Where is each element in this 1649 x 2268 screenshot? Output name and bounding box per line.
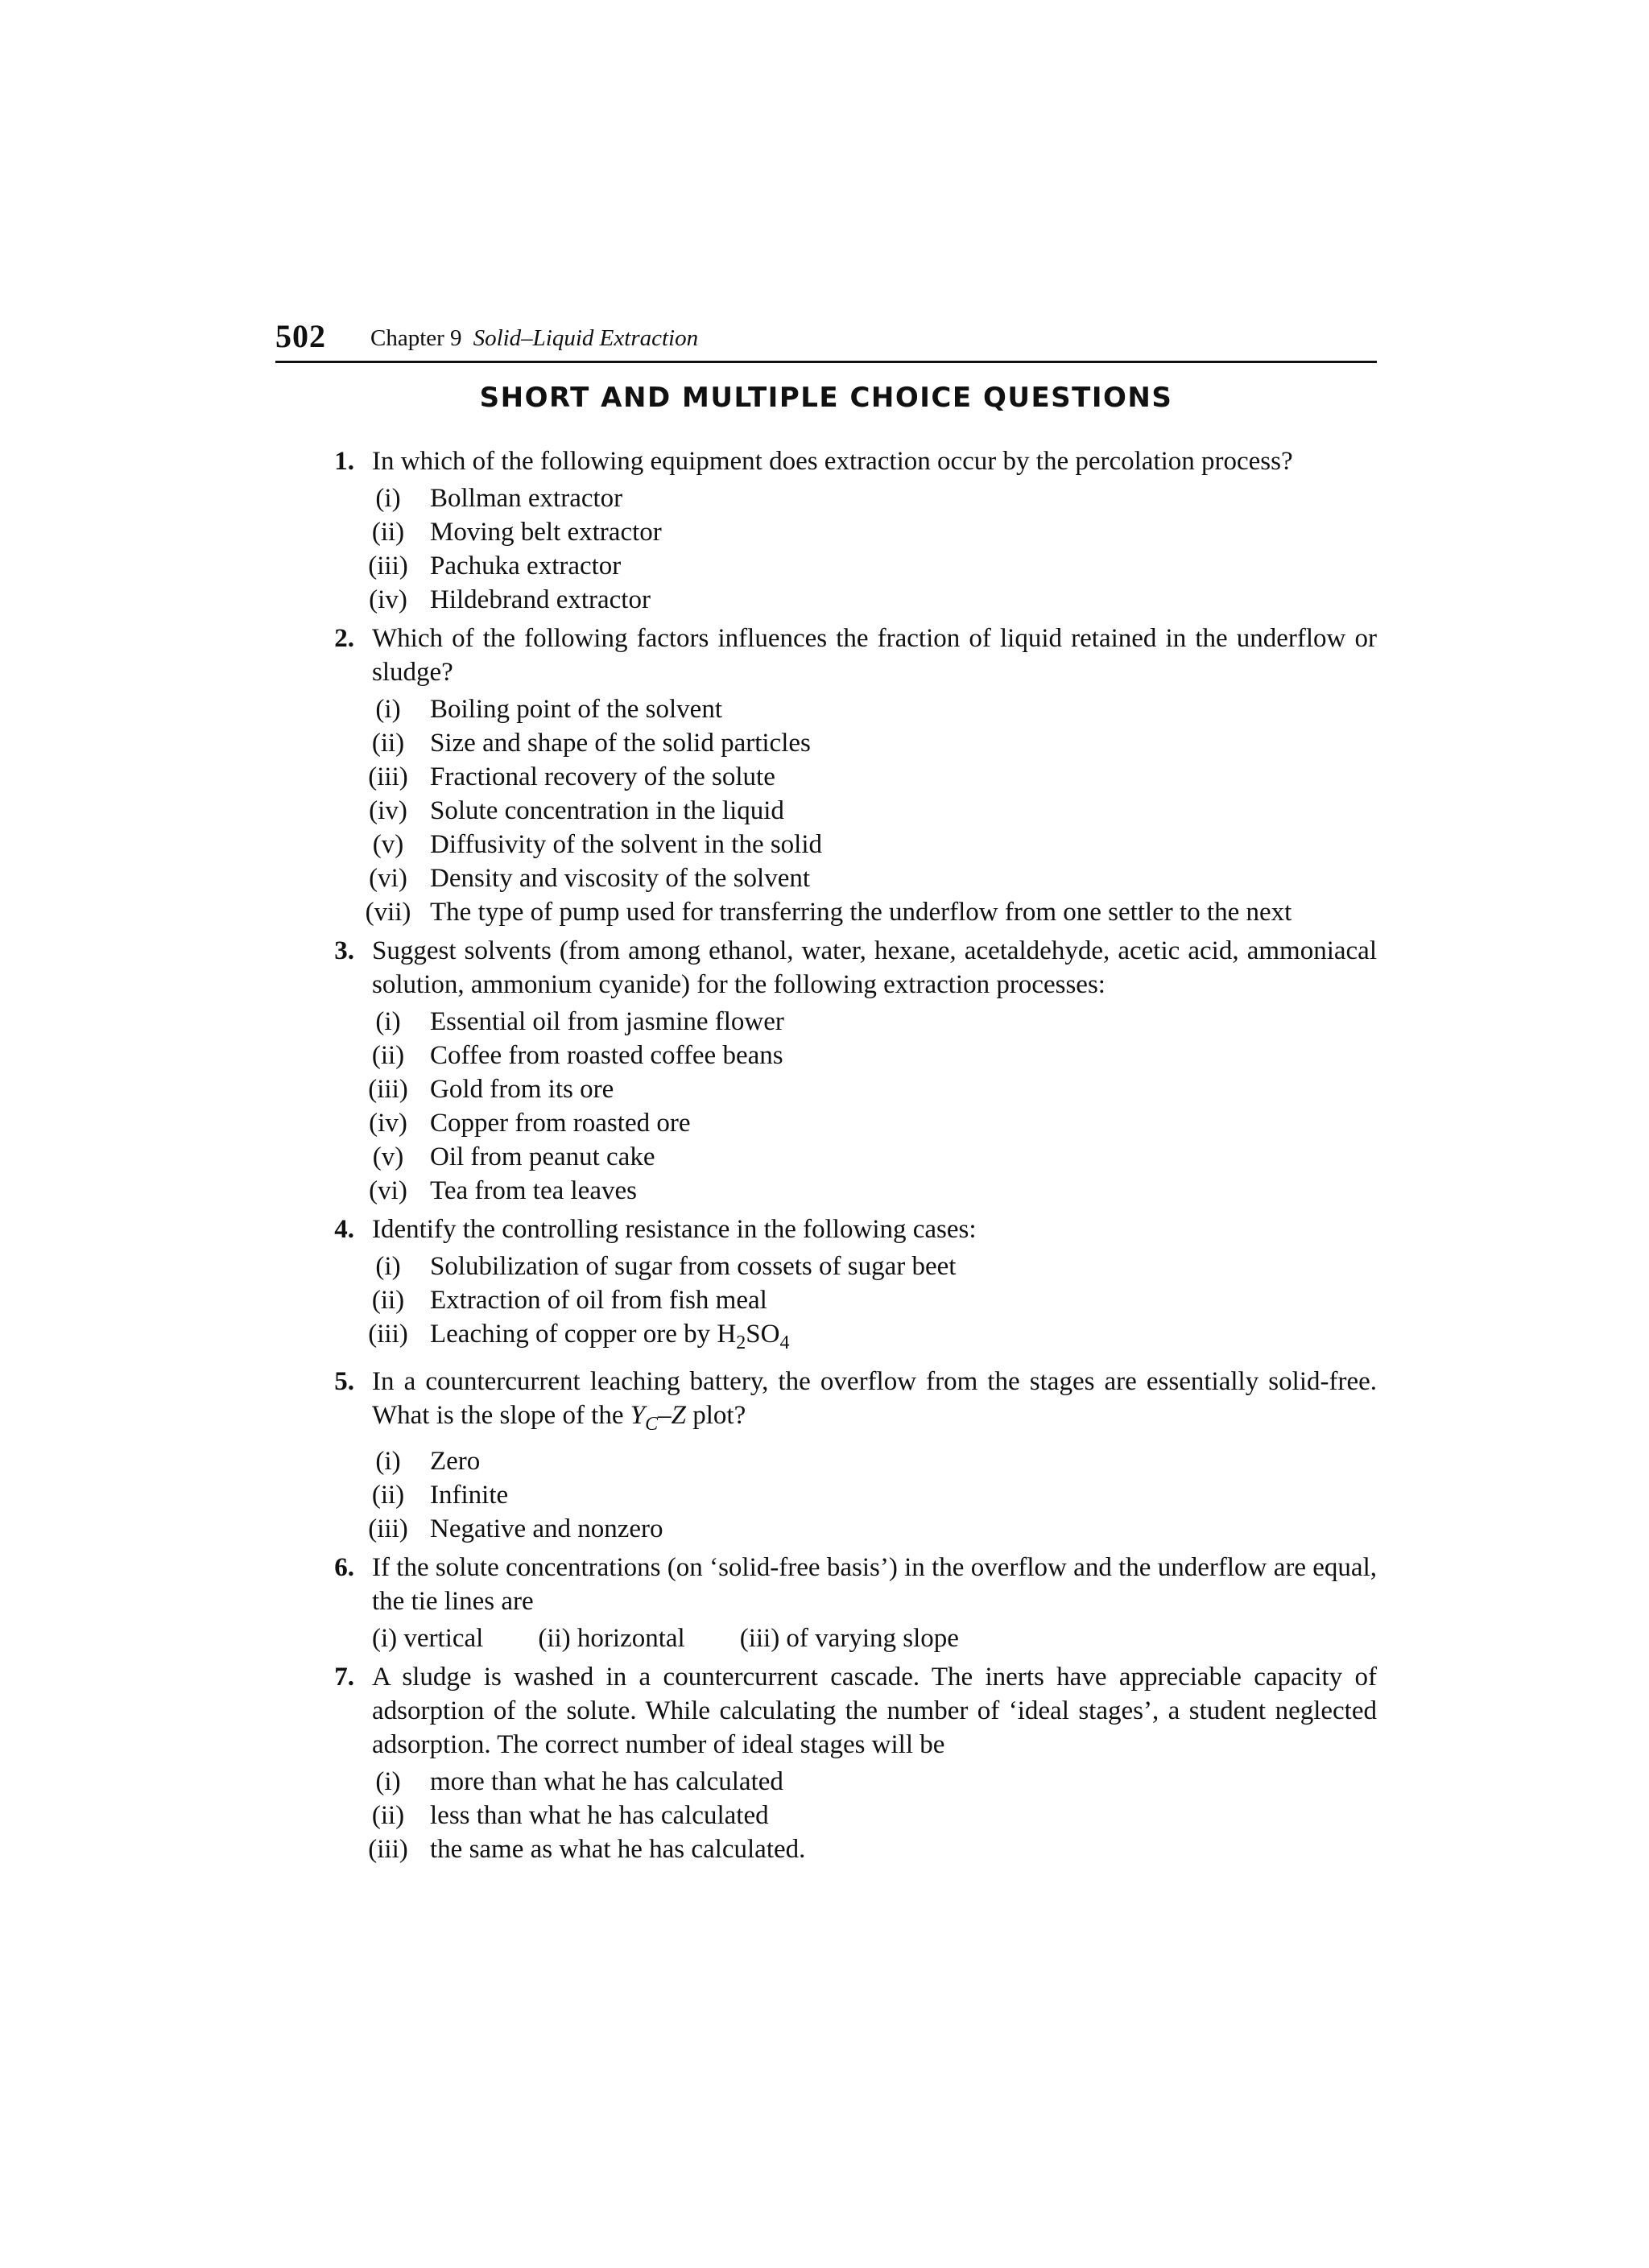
section-title: SHORT AND MULTIPLE CHOICE QUESTIONS: [479, 382, 1173, 414]
option-item: [372, 1250, 1377, 1283]
option-text: Tea from tea leaves: [430, 1176, 637, 1205]
option-item: [368, 1512, 1377, 1546]
option-number: (v): [372, 830, 404, 859]
inline-option-list: [372, 1621, 1377, 1655]
running-header: [275, 314, 1377, 363]
option-number: (ii): [371, 518, 405, 547]
inline-option: (iii) of varying slope: [739, 1624, 959, 1653]
option-number: (iii): [368, 1075, 408, 1104]
option-text: Size and shape of the solid particles: [430, 729, 811, 758]
option-number: (iii): [368, 1835, 408, 1864]
option-item: [369, 583, 1377, 617]
option-text: Hildebrand extractor: [430, 585, 651, 614]
option-number: (i): [375, 1447, 401, 1476]
question-4: [314, 1212, 1377, 1360]
option-text: [430, 1320, 790, 1353]
option-item: [372, 1765, 1377, 1799]
option-number: (ii): [371, 1481, 405, 1510]
question-6: [314, 1551, 1377, 1655]
option-number: (vi): [369, 864, 407, 893]
question-number: 7.: [334, 1663, 354, 1692]
option-number: (vi): [369, 1176, 407, 1205]
question-text: Identify the controlling resistance in the following cases:: [372, 1215, 977, 1244]
question-number: 2.: [334, 624, 354, 653]
option-number: (ii): [371, 1286, 405, 1315]
option-item: [372, 692, 1377, 726]
math-dash: –: [658, 1401, 672, 1430]
question-1: [314, 444, 1377, 617]
option-number: (iv): [369, 1109, 407, 1138]
option-text: Bollman extractor: [430, 484, 623, 513]
option-text: Solubilization of sugar from cossets of sugar beet: [430, 1252, 957, 1281]
option-number: (ii): [371, 1041, 405, 1070]
option-number: (v): [372, 1142, 404, 1171]
option-number: (ii): [371, 729, 405, 758]
option-text: Copper from roasted ore: [430, 1109, 691, 1138]
formula-subscript: 2: [736, 1332, 746, 1353]
option-item: [368, 760, 1377, 794]
option-number: (i): [375, 1007, 401, 1036]
option-item: [369, 1174, 1377, 1208]
option-item: [372, 1039, 1377, 1072]
option-item: [372, 515, 1377, 549]
option-text: Gold from its ore: [430, 1075, 614, 1104]
option-number: (i): [375, 1767, 401, 1796]
option-number: (iii): [368, 1514, 408, 1543]
inline-option: (ii) horizontal: [538, 1624, 685, 1653]
chapter-title: Solid–Liquid Extraction: [473, 325, 699, 351]
option-number: (vii): [365, 898, 411, 927]
option-list: [368, 1250, 1377, 1360]
option-item: [365, 895, 1377, 929]
option-text: Infinite: [430, 1481, 509, 1510]
option-text: Coffee from roasted coffee beans: [430, 1041, 783, 1070]
math-subscript: C: [645, 1414, 659, 1435]
question-number: 1.: [334, 447, 354, 476]
option-item: [372, 1140, 1377, 1174]
option-list: [368, 1005, 1377, 1208]
question-text-part: In a countercurrent leaching battery, the overflow from the stages are essentially solid-free. What is the slope of the: [372, 1367, 1377, 1430]
option-item: [372, 828, 1377, 861]
question-text-part: plot?: [686, 1401, 746, 1430]
option-number: (iii): [368, 1320, 408, 1349]
option-text: Zero: [430, 1447, 481, 1476]
question-7: [314, 1660, 1377, 1866]
question-3: [314, 934, 1377, 1208]
option-list: [368, 1765, 1377, 1866]
option-item: [372, 1444, 1377, 1478]
option-item: [369, 1106, 1377, 1140]
option-text: Negative and nonzero: [430, 1514, 663, 1543]
chapter-heading: [370, 325, 698, 352]
formula-text: SO: [746, 1320, 780, 1349]
option-number: (ii): [371, 1801, 405, 1830]
option-text: Extraction of oil from fish meal: [430, 1286, 767, 1315]
question-text: In which of the following equipment does extraction occur by the percolation process?: [372, 447, 1293, 476]
option-text: The type of pump used for transferring the underflow from one settler to the next: [430, 898, 1292, 927]
chapter-label: Chapter 9: [370, 325, 462, 351]
option-text: Pachuka extractor: [430, 552, 622, 580]
option-text: Fractional recovery of the solute: [430, 762, 775, 791]
option-text: less than what he has calculated: [430, 1801, 769, 1830]
question-text: Suggest solvents (from among ethanol, water, hexane, acetaldehyde, acetic acid, ammoniacal solution, ammonium cyanide) for the following extraction processes:: [372, 936, 1377, 999]
option-text: Essential oil from jasmine flower: [430, 1007, 784, 1036]
question-text: [372, 1365, 1377, 1441]
question-number: 4.: [334, 1215, 354, 1244]
option-number: (iv): [369, 585, 407, 614]
option-text: Oil from peanut cake: [430, 1142, 655, 1171]
question-text: If the solute concentrations (on ‘solid-free basis’) in the overflow and the underflow are equal, the tie lines are: [372, 1553, 1377, 1616]
option-item: [372, 1799, 1377, 1832]
option-item: [368, 1317, 1377, 1360]
option-text: Boiling point of the solvent: [430, 695, 722, 724]
formula-text: Leaching of copper ore by H: [430, 1320, 737, 1349]
question-text: Which of the following factors influences the fraction of liquid retained in the underflow or sludge?: [372, 624, 1377, 687]
inline-option: (i) vertical: [372, 1624, 484, 1653]
option-item: [368, 1072, 1377, 1106]
option-item: [372, 1478, 1377, 1512]
page-number: 502: [275, 318, 326, 354]
option-text: Moving belt extractor: [430, 518, 662, 547]
option-text: more than what he has calculated: [430, 1767, 783, 1796]
math-variable: Y: [630, 1401, 646, 1430]
option-number: (i): [375, 695, 401, 724]
option-item: [369, 861, 1377, 895]
question-5: [314, 1365, 1377, 1546]
option-item: [372, 1283, 1377, 1317]
option-item: [368, 1832, 1377, 1866]
formula-subscript: 4: [779, 1332, 790, 1353]
question-number: 5.: [334, 1367, 354, 1396]
option-item: [368, 549, 1377, 583]
option-text: Density and viscosity of the solvent: [430, 864, 811, 893]
option-list: [365, 692, 1377, 929]
option-text: the same as what he has calculated.: [430, 1835, 806, 1864]
option-number: (iii): [368, 762, 408, 791]
option-number: (iii): [368, 552, 408, 580]
option-item: [372, 481, 1377, 515]
option-text: Diffusivity of the solvent in the solid: [430, 830, 823, 859]
option-item: [372, 726, 1377, 760]
question-2: [314, 622, 1377, 929]
option-list: [368, 1444, 1377, 1546]
option-item: [369, 794, 1377, 828]
option-item: [372, 1005, 1377, 1039]
question-list: [314, 444, 1377, 1871]
option-number: (i): [375, 484, 401, 513]
option-text: Solute concentration in the liquid: [430, 796, 784, 825]
question-number: 6.: [334, 1553, 354, 1582]
option-number: (i): [375, 1252, 401, 1281]
option-list: [368, 481, 1377, 617]
option-number: (iv): [369, 796, 407, 825]
question-number: 3.: [334, 936, 354, 965]
math-variable: Z: [671, 1401, 686, 1430]
question-text: A sludge is washed in a countercurrent cascade. The inerts have appreciable capacity of adsorption of the solute. While calculating the number of ‘ideal stages’, a student neglected adsorption. The correct number of ideal stages will be: [372, 1663, 1377, 1759]
